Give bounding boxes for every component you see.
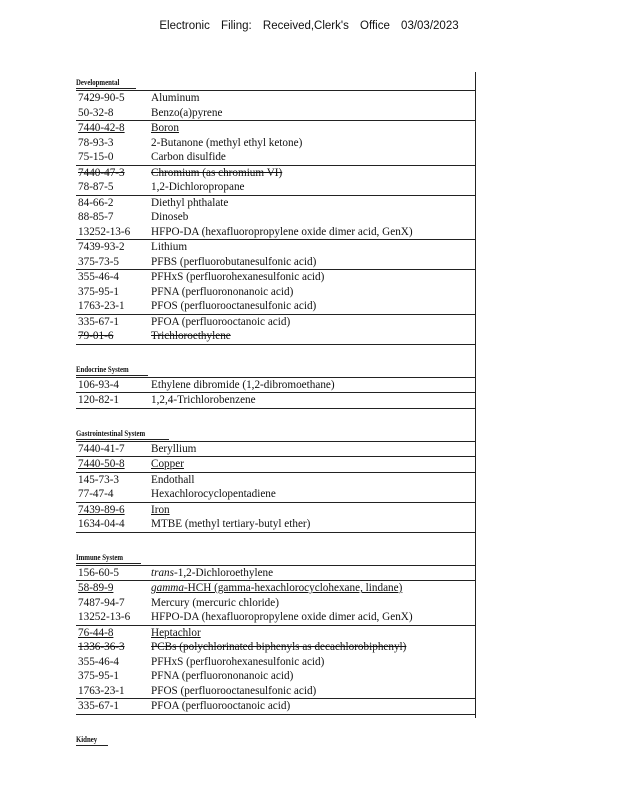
table-row — [76, 166, 476, 181]
name-rest: -HCH (gamma-hexachlorocyclohexane, lindane) — [183, 582, 403, 594]
table-row — [76, 699, 476, 714]
table-row — [76, 106, 476, 121]
chemical-name: 1,2-Dichloropropane — [151, 181, 245, 193]
cas-number: 335-67-1 — [78, 315, 120, 328]
cas-number: 13252-13-6 — [78, 225, 131, 238]
section-title: Endocrine System — [76, 363, 129, 374]
table-row — [76, 487, 476, 502]
cas-number: 1336-36-3 — [78, 641, 125, 653]
table-row — [76, 457, 476, 472]
table-row — [76, 393, 476, 408]
chemical-group — [76, 502, 476, 532]
section-spacer — [76, 408, 476, 423]
cas-number: 7440-50-8 — [78, 458, 125, 470]
chemical-name: Beryllium — [151, 442, 197, 455]
cas-number: 88-85-7 — [78, 211, 114, 223]
table-row — [76, 503, 476, 518]
section-title: Developmental — [76, 77, 120, 87]
table-row — [76, 121, 476, 136]
table-row — [76, 596, 476, 611]
chemical-name: Ethylene dibromide (1,2-dibromoethane) — [151, 378, 335, 391]
chemical-name: PCBs (polychlorinated biphenyls as decachlorobiphenyl) — [151, 641, 407, 653]
chemical-name: Mercury (mercuric chloride) — [151, 596, 279, 609]
chemical-name — [151, 566, 476, 581]
chemical-group — [76, 377, 476, 393]
cas-number: 7439-89-6 — [78, 503, 125, 516]
name-prefix: gamma — [151, 582, 184, 594]
table-row — [76, 378, 476, 393]
table-row — [76, 225, 476, 240]
cas-number: 355-46-4 — [78, 271, 120, 283]
chemical-group — [76, 195, 476, 240]
cas-number: 106-93-4 — [78, 378, 120, 391]
section-title: Immune System — [76, 551, 124, 562]
chemical-name — [151, 581, 476, 596]
table-row — [76, 640, 476, 655]
cas-number: 375-95-1 — [78, 670, 120, 682]
cas-number: 78-87-5 — [78, 181, 114, 193]
section-gastrointestinal — [76, 423, 476, 547]
cas-number: 79-01-6 — [78, 330, 114, 342]
table-row — [76, 315, 476, 330]
chemical-name: PFOA (perfluorooctanoic acid) — [151, 700, 291, 712]
chemical-group — [76, 698, 476, 714]
chemical-group — [76, 472, 476, 502]
chemical-name: Dinoseb — [151, 211, 189, 223]
cas-number: 7440-41-7 — [78, 442, 125, 455]
chemical-name: Trichloroethylene — [151, 330, 231, 342]
chemical-name: PFBS (perfluorobutanesulfonic acid) — [151, 255, 317, 268]
cas-number: 78-93-3 — [78, 136, 114, 149]
section-kidney — [76, 729, 476, 747]
chemical-name: Heptachlor — [151, 626, 201, 639]
table-row — [76, 299, 476, 314]
cas-number: 7440-47-3 — [78, 166, 125, 179]
section-spacer — [76, 714, 476, 729]
section-developmental — [76, 72, 476, 359]
table-row — [76, 669, 476, 684]
chemical-name: Boron — [151, 122, 179, 134]
cas-number: 355-46-4 — [78, 655, 120, 668]
cas-number: 156-60-5 — [78, 566, 120, 579]
cas-number: 76-44-8 — [78, 626, 114, 639]
chemical-name: 2-Butanone (methyl ethyl ketone) — [151, 136, 303, 149]
table-row — [76, 240, 476, 255]
cas-number: 375-73-5 — [78, 255, 120, 268]
cas-number: 120-82-1 — [78, 394, 120, 406]
chemical-name: PFNA (perfluorononanoic acid) — [151, 285, 294, 298]
table-row — [76, 610, 476, 625]
table-row — [76, 180, 476, 195]
chemical-group — [76, 625, 476, 699]
chemical-name: MTBE (methyl tertiary-butyl ether) — [151, 518, 311, 530]
chemical-name: Endothall — [151, 473, 195, 486]
chemical-name: PFOS (perfluorooctanesulfonic acid) — [151, 684, 317, 697]
table-row — [76, 655, 476, 670]
table-row — [76, 329, 476, 344]
cas-number: 7487-94-7 — [78, 596, 125, 609]
section-spacer — [76, 344, 476, 359]
table-row — [76, 442, 476, 457]
table-row — [76, 473, 476, 488]
section-immune — [76, 547, 476, 729]
chemical-name: HFPO-DA (hexafluoropropylene oxide dimer acid, GenX) — [151, 225, 413, 238]
section-spacer — [76, 532, 476, 547]
cas-number: 13252-13-6 — [78, 611, 131, 623]
table-row — [76, 91, 476, 106]
table-row — [76, 626, 476, 641]
chemical-name: Benzo(a)pyrene — [151, 106, 223, 119]
chemical-name: PFOS (perfluorooctanesulfonic acid) — [151, 300, 317, 312]
cas-number: 7440-42-8 — [78, 122, 125, 134]
chemical-name: HFPO-DA (hexafluoropropylene oxide dimer acid, GenX) — [151, 611, 413, 623]
name-prefix: trans — [151, 566, 175, 579]
section-title: Kidney — [76, 733, 98, 744]
chemical-group — [76, 239, 476, 269]
table-row — [76, 136, 476, 151]
chemical-name: PFOA (perfluorooctanoic acid) — [151, 315, 291, 328]
chemical-name: Lithium — [151, 241, 188, 253]
chemical-group — [76, 392, 476, 408]
cas-number: 84-66-2 — [78, 196, 114, 209]
chemical-name: Carbon disulfide — [151, 151, 226, 163]
section-endocrine — [76, 359, 476, 423]
table-row — [76, 255, 476, 270]
cas-number: 145-73-3 — [78, 473, 120, 486]
name-rest: -1,2-Dichloroethylene — [174, 566, 274, 579]
table-row — [76, 684, 476, 699]
cas-number: 1763-23-1 — [78, 684, 125, 697]
cas-number: 335-67-1 — [78, 700, 120, 712]
chemical-name: Diethyl phthalate — [151, 196, 229, 209]
cas-number: 77-47-4 — [78, 488, 114, 500]
chemical-group — [76, 120, 476, 165]
chemical-group — [76, 565, 476, 581]
table-row — [76, 150, 476, 165]
table-row — [76, 196, 476, 211]
table-row — [76, 210, 476, 225]
cas-number: 75-15-0 — [78, 151, 114, 163]
chemical-name: Iron — [151, 503, 170, 516]
chemical-group — [76, 165, 476, 195]
cas-number: 58-89-9 — [78, 582, 114, 594]
chemical-group — [76, 580, 476, 625]
table-row — [76, 517, 476, 532]
table-row — [76, 566, 476, 581]
cas-number: 1763-23-1 — [78, 300, 125, 312]
table-row — [76, 581, 476, 596]
chemical-name: Aluminum — [151, 92, 200, 104]
chemical-group — [76, 314, 476, 344]
chemical-group — [76, 456, 476, 472]
table-row — [76, 285, 476, 300]
cas-number: 1634-04-4 — [78, 518, 125, 530]
chemical-name: PFHxS (perfluorohexanesulfonic acid) — [151, 655, 325, 668]
chemical-group — [76, 269, 476, 314]
cas-number: 7439-93-2 — [78, 241, 125, 253]
filing-header: Electronic Filing: Received,Clerk's Office 03/03/2023 — [159, 20, 459, 32]
cas-number: 7429-90-5 — [78, 92, 125, 104]
chemical-name: PFHxS (perfluorohexanesulfonic acid) — [151, 271, 325, 283]
chemical-name: 1,2,4-Trichlorobenzene — [151, 394, 256, 406]
table-row — [76, 270, 476, 285]
section-title: Gastrointestinal System — [76, 427, 146, 438]
cas-number: 375-95-1 — [78, 285, 120, 298]
cas-number: 50-32-8 — [78, 106, 114, 119]
chemical-name: Chromium (as chromium VI) — [151, 166, 283, 179]
document-body — [76, 72, 476, 747]
chemical-name: PFNA (perfluorononanoic acid) — [151, 670, 294, 682]
chemical-group — [76, 441, 476, 457]
chemical-name: Copper — [151, 458, 184, 470]
chemical-name: Hexachlorocyclopentadiene — [151, 488, 276, 500]
chemical-group — [76, 90, 476, 120]
